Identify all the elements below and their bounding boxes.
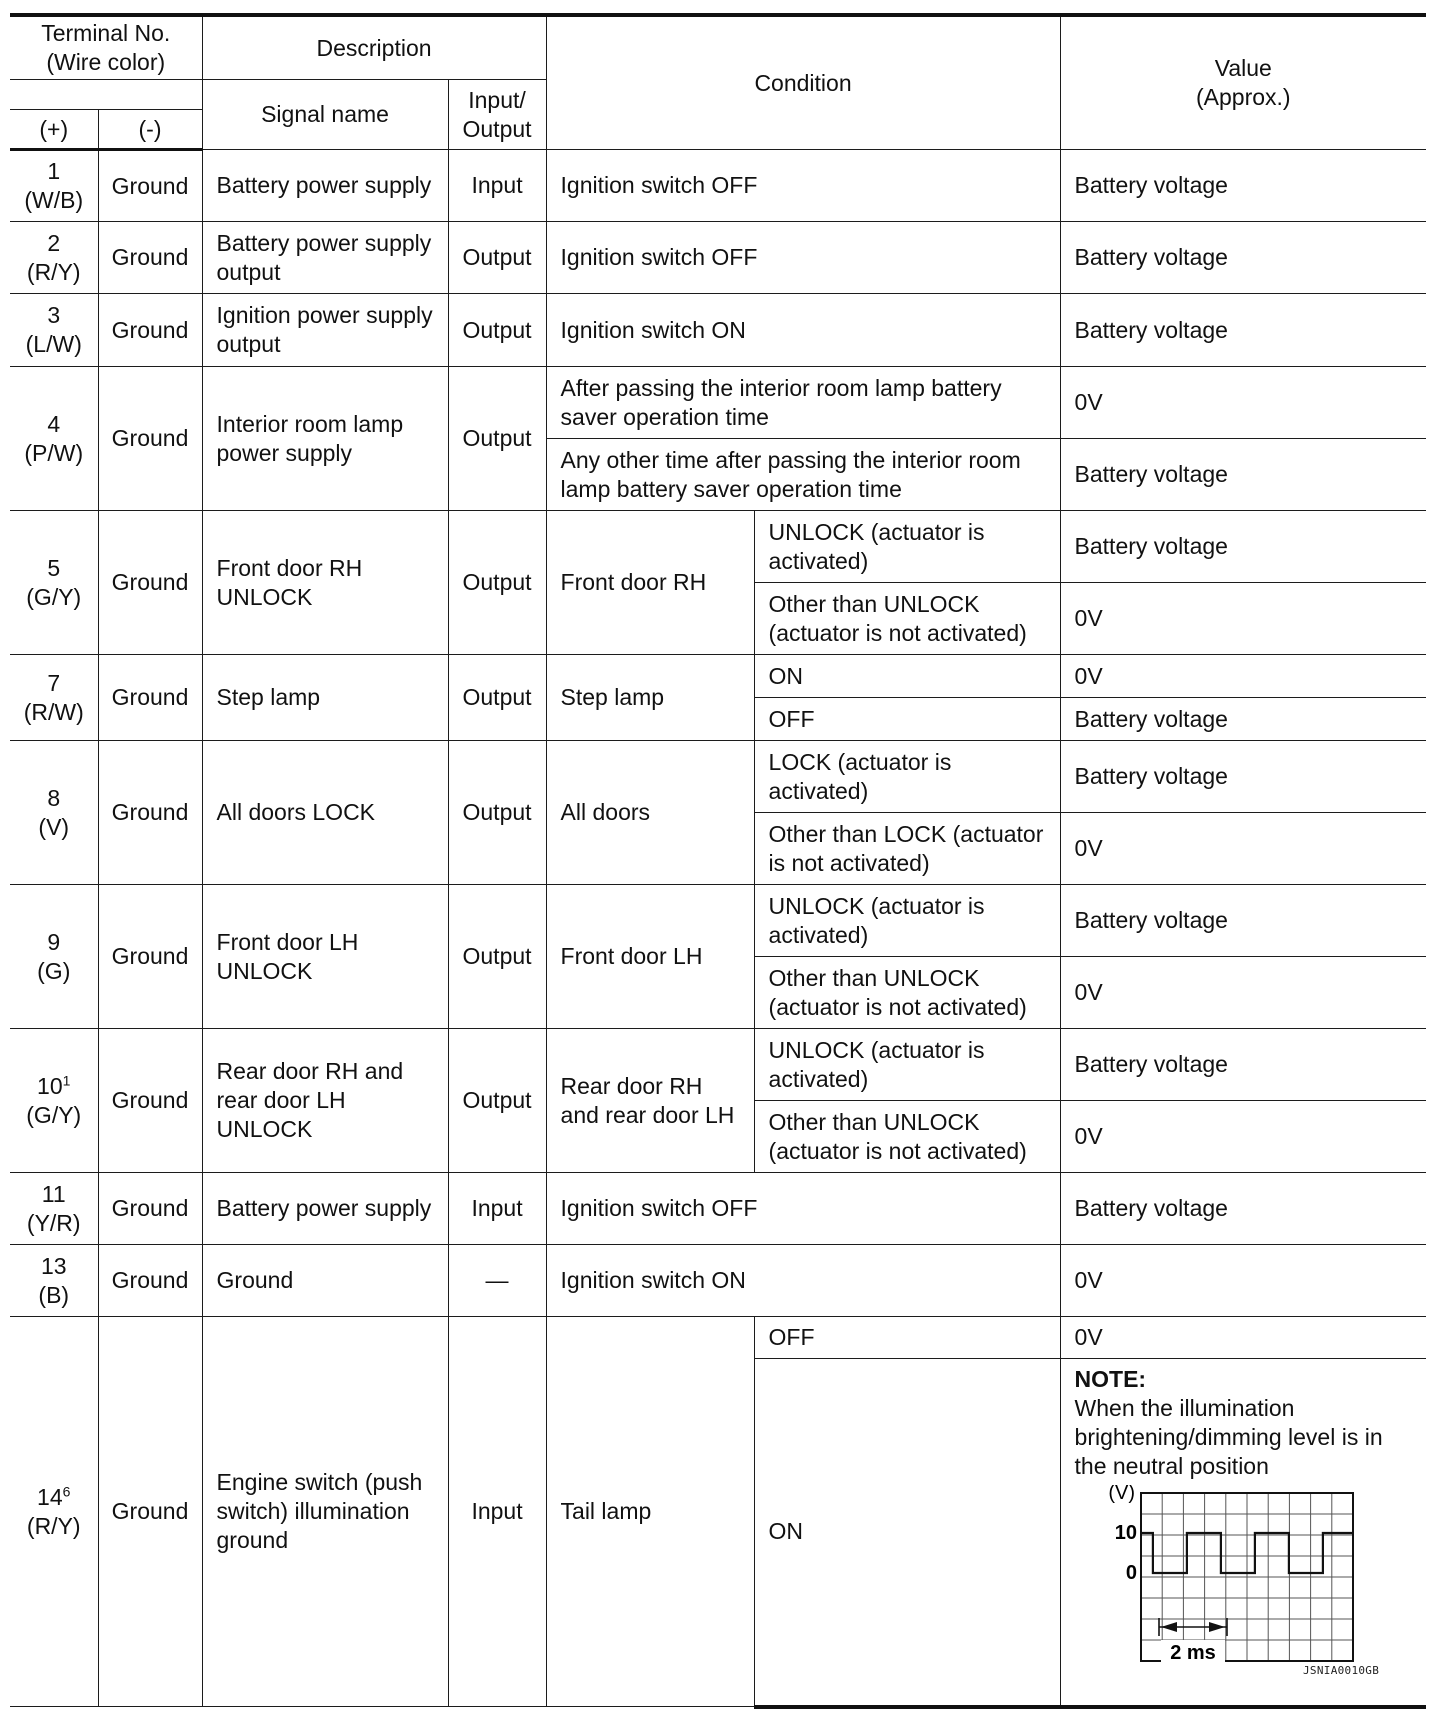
io-cell: Output — [448, 367, 546, 511]
header-condition: Condition — [546, 15, 1060, 150]
terminal-cell: 5 (G/Y) — [10, 511, 98, 655]
value-cell: Battery voltage — [1060, 885, 1426, 957]
header-terminal-no: Terminal No. (Wire color) — [10, 15, 202, 80]
terminal-cell: $10^1$ (G/Y) — [10, 1029, 98, 1173]
condition-cell: Ignition switch OFF — [546, 1173, 1060, 1245]
condition-cell: Ignition switch ON — [546, 1245, 1060, 1317]
value-cell: 0V — [1060, 1101, 1426, 1173]
terminal-cell: 7 (R/W) — [10, 655, 98, 741]
signal-cell: Step lamp — [202, 655, 448, 741]
condition-state-cell: Other than UNLOCK (actuator is not activated) — [754, 583, 1060, 655]
table-row — [10, 885, 1426, 957]
waveform-y-low-label: 0 — [1125, 1562, 1137, 1584]
io-cell: Output — [448, 511, 546, 655]
value-cell: Battery voltage — [1060, 741, 1426, 813]
value-cell — [1060, 1359, 1426, 1707]
waveform-y-high-label: 10 — [1114, 1522, 1137, 1544]
value-cell: 0V — [1060, 1317, 1426, 1359]
minus-cell: Ground — [98, 1317, 202, 1707]
io-cell: — — [448, 1245, 546, 1317]
io-cell: Output — [448, 1029, 546, 1173]
condition-group-cell: Front door RH — [546, 511, 754, 655]
value-cell: Battery voltage — [1060, 150, 1426, 222]
terminal-cell: 13 (B) — [10, 1245, 98, 1317]
period-marker — [1159, 1618, 1227, 1636]
table-row — [10, 294, 1426, 367]
condition-group-cell: All doors — [546, 741, 754, 885]
value-cell: 0V — [1060, 367, 1426, 439]
condition-cell: Ignition switch OFF — [546, 150, 1060, 222]
header-plus: (+) — [10, 110, 98, 150]
condition-cell: After passing the interior room lamp battery saver operation time — [546, 367, 1060, 439]
condition-state-cell: UNLOCK (actuator is activated) — [754, 511, 1060, 583]
value-cell: 0V — [1060, 957, 1426, 1029]
signal-cell: Front door RH UNLOCK — [202, 511, 448, 655]
waveform-y-unit: (V) — [1107, 1485, 1135, 1504]
waveform-grid — [1141, 1493, 1353, 1661]
signal-cell: Front door LH UNLOCK — [202, 885, 448, 1029]
header-description: Description — [202, 15, 546, 80]
io-cell: Input — [448, 150, 546, 222]
condition-state-cell: OFF — [754, 1317, 1060, 1359]
condition-cell: Ignition switch ON — [546, 294, 1060, 367]
condition-state-cell: ON — [754, 1359, 1060, 1707]
io-cell: Input — [448, 1173, 546, 1245]
signal-cell: Battery power supply — [202, 150, 448, 222]
table-row — [10, 150, 1426, 222]
header-input-output: Input/ Output — [448, 80, 546, 150]
condition-state-cell: UNLOCK (actuator is activated) — [754, 1029, 1060, 1101]
terminal-cell: 2 (R/Y) — [10, 222, 98, 294]
condition-group-cell: Rear door RH and rear door LH — [546, 1029, 754, 1173]
condition-group-cell: Step lamp — [546, 655, 754, 741]
terminal-cell: 11 (Y/R) — [10, 1173, 98, 1245]
condition-cell: Ignition switch OFF — [546, 222, 1060, 294]
table-row — [10, 367, 1426, 439]
minus-cell: Ground — [98, 1245, 202, 1317]
minus-cell: Ground — [98, 222, 202, 294]
value-cell: 0V — [1060, 655, 1426, 698]
table-row — [10, 511, 1426, 583]
header-signal-name: Signal name — [202, 80, 448, 150]
note-label: NOTE: — [1074, 1366, 1147, 1392]
table-row — [10, 1173, 1426, 1245]
condition-state-cell: ON — [754, 655, 1060, 698]
figure-code: JSNIA0010GB — [1303, 1664, 1380, 1677]
table-row — [10, 1317, 1426, 1359]
condition-cell: Any other time after passing the interior room lamp battery saver operation time — [546, 439, 1060, 511]
signal-cell: Ground — [202, 1245, 448, 1317]
signal-cell: Engine switch (push switch) illumination ground — [202, 1317, 448, 1707]
condition-state-cell: OFF — [754, 698, 1060, 741]
condition-group-cell: Front door LH — [546, 885, 754, 1029]
table-row — [10, 741, 1426, 813]
terminal-cell: 4 (P/W) — [10, 367, 98, 511]
minus-cell: Ground — [98, 367, 202, 511]
signal-cell: Battery power supply — [202, 1173, 448, 1245]
value-cell: Battery voltage — [1060, 511, 1426, 583]
minus-cell: Ground — [98, 741, 202, 885]
value-cell: 0V — [1060, 813, 1426, 885]
value-cell: 0V — [1060, 583, 1426, 655]
signal-cell: Interior room lamp power supply — [202, 367, 448, 511]
terminal-cell: 1 (W/B) — [10, 150, 98, 222]
value-cell: Battery voltage — [1060, 222, 1426, 294]
note-text: When the illumination brightening/dimming level is in the neutral position — [1074, 1395, 1383, 1479]
value-cell: Battery voltage — [1060, 439, 1426, 511]
signal-cell: Ignition power supply output — [202, 294, 448, 367]
io-cell: Output — [448, 655, 546, 741]
minus-cell: Ground — [98, 294, 202, 367]
table-row — [10, 222, 1426, 294]
io-cell: Input — [448, 1317, 546, 1707]
condition-state-cell: Other than UNLOCK (actuator is not activated) — [754, 1101, 1060, 1173]
table-row — [10, 1245, 1426, 1317]
io-cell: Output — [448, 885, 546, 1029]
waveform-chart — [1079, 1485, 1379, 1667]
value-cell: 0V — [1060, 1245, 1426, 1317]
terminal-cell: 9 (G) — [10, 885, 98, 1029]
condition-state-cell: UNLOCK (actuator is activated) — [754, 885, 1060, 957]
terminal-cell: 3 (L/W) — [10, 294, 98, 367]
condition-state-cell: Other than LOCK (actuator is not activated) — [754, 813, 1060, 885]
value-cell: Battery voltage — [1060, 698, 1426, 741]
table-row — [10, 1029, 1426, 1101]
terminal-cell: $14^6$ (R/Y) — [10, 1317, 98, 1707]
value-cell: Battery voltage — [1060, 1173, 1426, 1245]
condition-state-cell: Other than UNLOCK (actuator is not activated) — [754, 957, 1060, 1029]
minus-cell: Ground — [98, 511, 202, 655]
io-cell: Output — [448, 222, 546, 294]
minus-cell: Ground — [98, 1173, 202, 1245]
terminal-spec-table — [10, 13, 1426, 1709]
condition-state-cell: LOCK (actuator is activated) — [754, 741, 1060, 813]
value-cell: Battery voltage — [1060, 1029, 1426, 1101]
header-terminal-spacer — [10, 80, 202, 110]
header-value: Value (Approx.) — [1060, 15, 1426, 150]
minus-cell: Ground — [98, 1029, 202, 1173]
terminal-cell: 8 (V) — [10, 741, 98, 885]
header-minus: (-) — [98, 110, 202, 150]
signal-cell: Battery power supply output — [202, 222, 448, 294]
waveform-period-label: 2 ms — [1169, 1642, 1216, 1664]
io-cell: Output — [448, 741, 546, 885]
condition-group-cell: Tail lamp — [546, 1317, 754, 1707]
table-row — [10, 655, 1426, 698]
minus-cell: Ground — [98, 150, 202, 222]
signal-cell: All doors LOCK — [202, 741, 448, 885]
minus-cell: Ground — [98, 885, 202, 1029]
io-cell: Output — [448, 294, 546, 367]
signal-cell: Rear door RH and rear door LH UNLOCK — [202, 1029, 448, 1173]
value-cell: Battery voltage — [1060, 294, 1426, 367]
minus-cell: Ground — [98, 655, 202, 741]
